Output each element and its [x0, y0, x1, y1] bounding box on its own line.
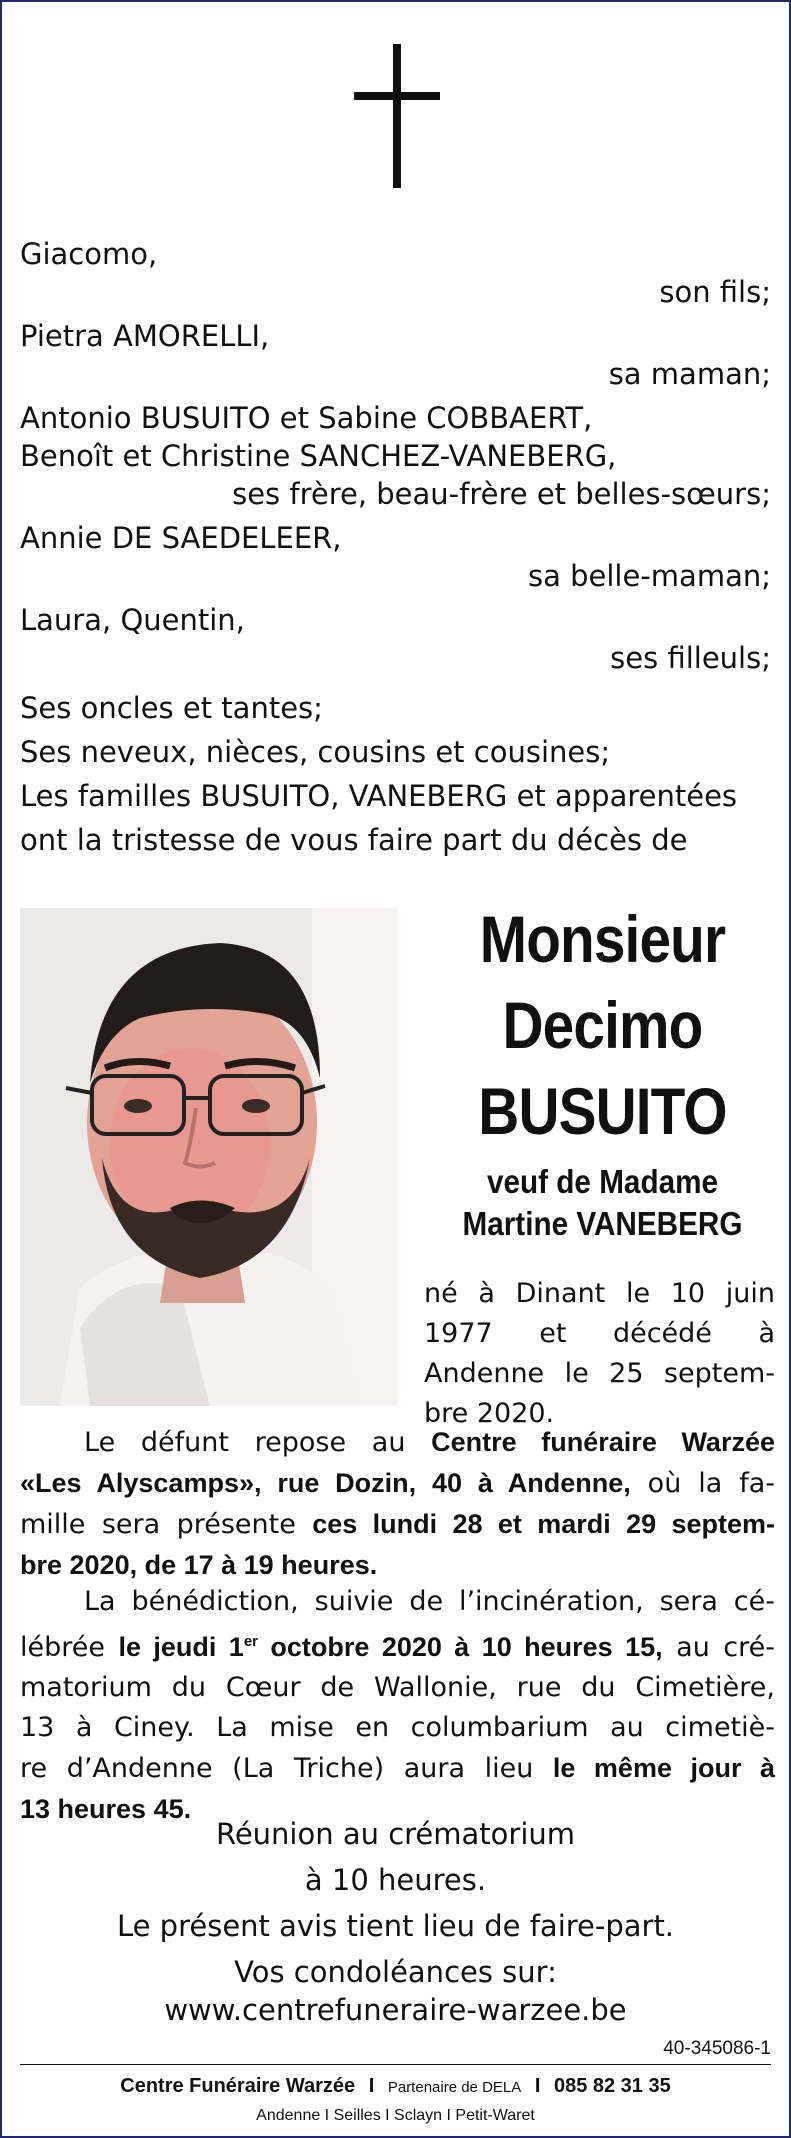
footer-divider: [20, 2064, 771, 2065]
portrait-photo: [20, 908, 398, 1406]
family-line: ses frère, beau-frère et belles-sœurs;: [232, 477, 771, 511]
family-line: Antonio BUSUITO et Sabine COBBAERT,: [20, 401, 593, 435]
visitation-paragraph: Le défunt repose au Centre funéraire Warzée «Les Alyscamps», rue Dozin, 40 à Andenne, où la fa- mille sera présente ces lundi 28 et mardi 29 septem- bre 2020, de 17 à 19 heures.: [20, 1427, 775, 1580]
family-line: sa maman;: [608, 357, 771, 391]
family-line: Pietra AMORELLI,: [20, 319, 270, 353]
widow-spouse: Martine VANEBERG: [462, 1205, 743, 1242]
phone-number[interactable]: 085 82 31 35: [553, 2075, 671, 2097]
partner-text: Partenaire de DELA: [387, 2079, 522, 2096]
reunion-line: Réunion au crématorium: [215, 1817, 576, 1851]
family-line: Ses neveux, nièces, cousins et cousines;: [20, 735, 611, 769]
family-line: sa belle-maman;: [528, 559, 771, 593]
company-name: Centre Funéraire Warzée: [120, 2075, 356, 2097]
footer-company-line: Centre Funéraire Warzée I Partenaire de DELA I 085 82 31 35: [120, 2075, 671, 2097]
deceased-last-name: BUSUITO: [478, 1074, 727, 1148]
family-line: Laura, Quentin,: [20, 603, 245, 637]
family-line: Benoît et Christine SANCHEZ-VANEBERG,: [20, 439, 617, 473]
widow-line: veuf de Madame: [486, 1163, 719, 1200]
family-line: Ses oncles et tantes;: [20, 691, 323, 725]
cross-icon: [354, 44, 440, 188]
reference-number: 40-345086-1: [663, 2038, 771, 2059]
notice-line: Le présent avis tient lieu de faire-part.: [116, 1909, 675, 1943]
family-line: Giacomo,: [20, 237, 158, 271]
family-line: Les familles BUSUITO, VANEBERG et apparentées: [20, 779, 738, 813]
deceased-first-name: Decimo: [502, 988, 703, 1062]
birth-death-paragraph: né à Dinant le 10 juin 1977 et décédé à Andenne le 25 septem- bre 2020.: [424, 1278, 775, 1429]
ceremony-paragraph: La bénédiction, suivie de l’incinération, sera cé- lébrée le jeudi 1er octobre 2020 à 10 heures 15, au cré- matorium du Cœur de Wallonie, rue du Cimetière, 13 à Ciney. La mise en columbarium au cimetiè- re d’Andenne (La Triche) aura lieu le même jour à 13 heures 45.: [20, 1586, 775, 1824]
family-line: Annie DE SAEDELEER,: [20, 521, 342, 555]
reunion-time: à 10 heures.: [304, 1863, 487, 1897]
family-line: son fils;: [659, 275, 771, 309]
condolences-line: Vos condoléances sur:: [234, 1955, 557, 1989]
website-link[interactable]: www.centrefuneraire-warzee.be: [164, 1993, 627, 2027]
family-line: ses filleuls;: [610, 641, 771, 675]
family-line: ont la tristesse de vous faire part du décès de: [20, 823, 688, 857]
deceased-title: Monsieur: [479, 902, 726, 976]
footer-locations: Andenne I Seilles I Sclayn I Petit-Waret: [256, 2107, 535, 2124]
